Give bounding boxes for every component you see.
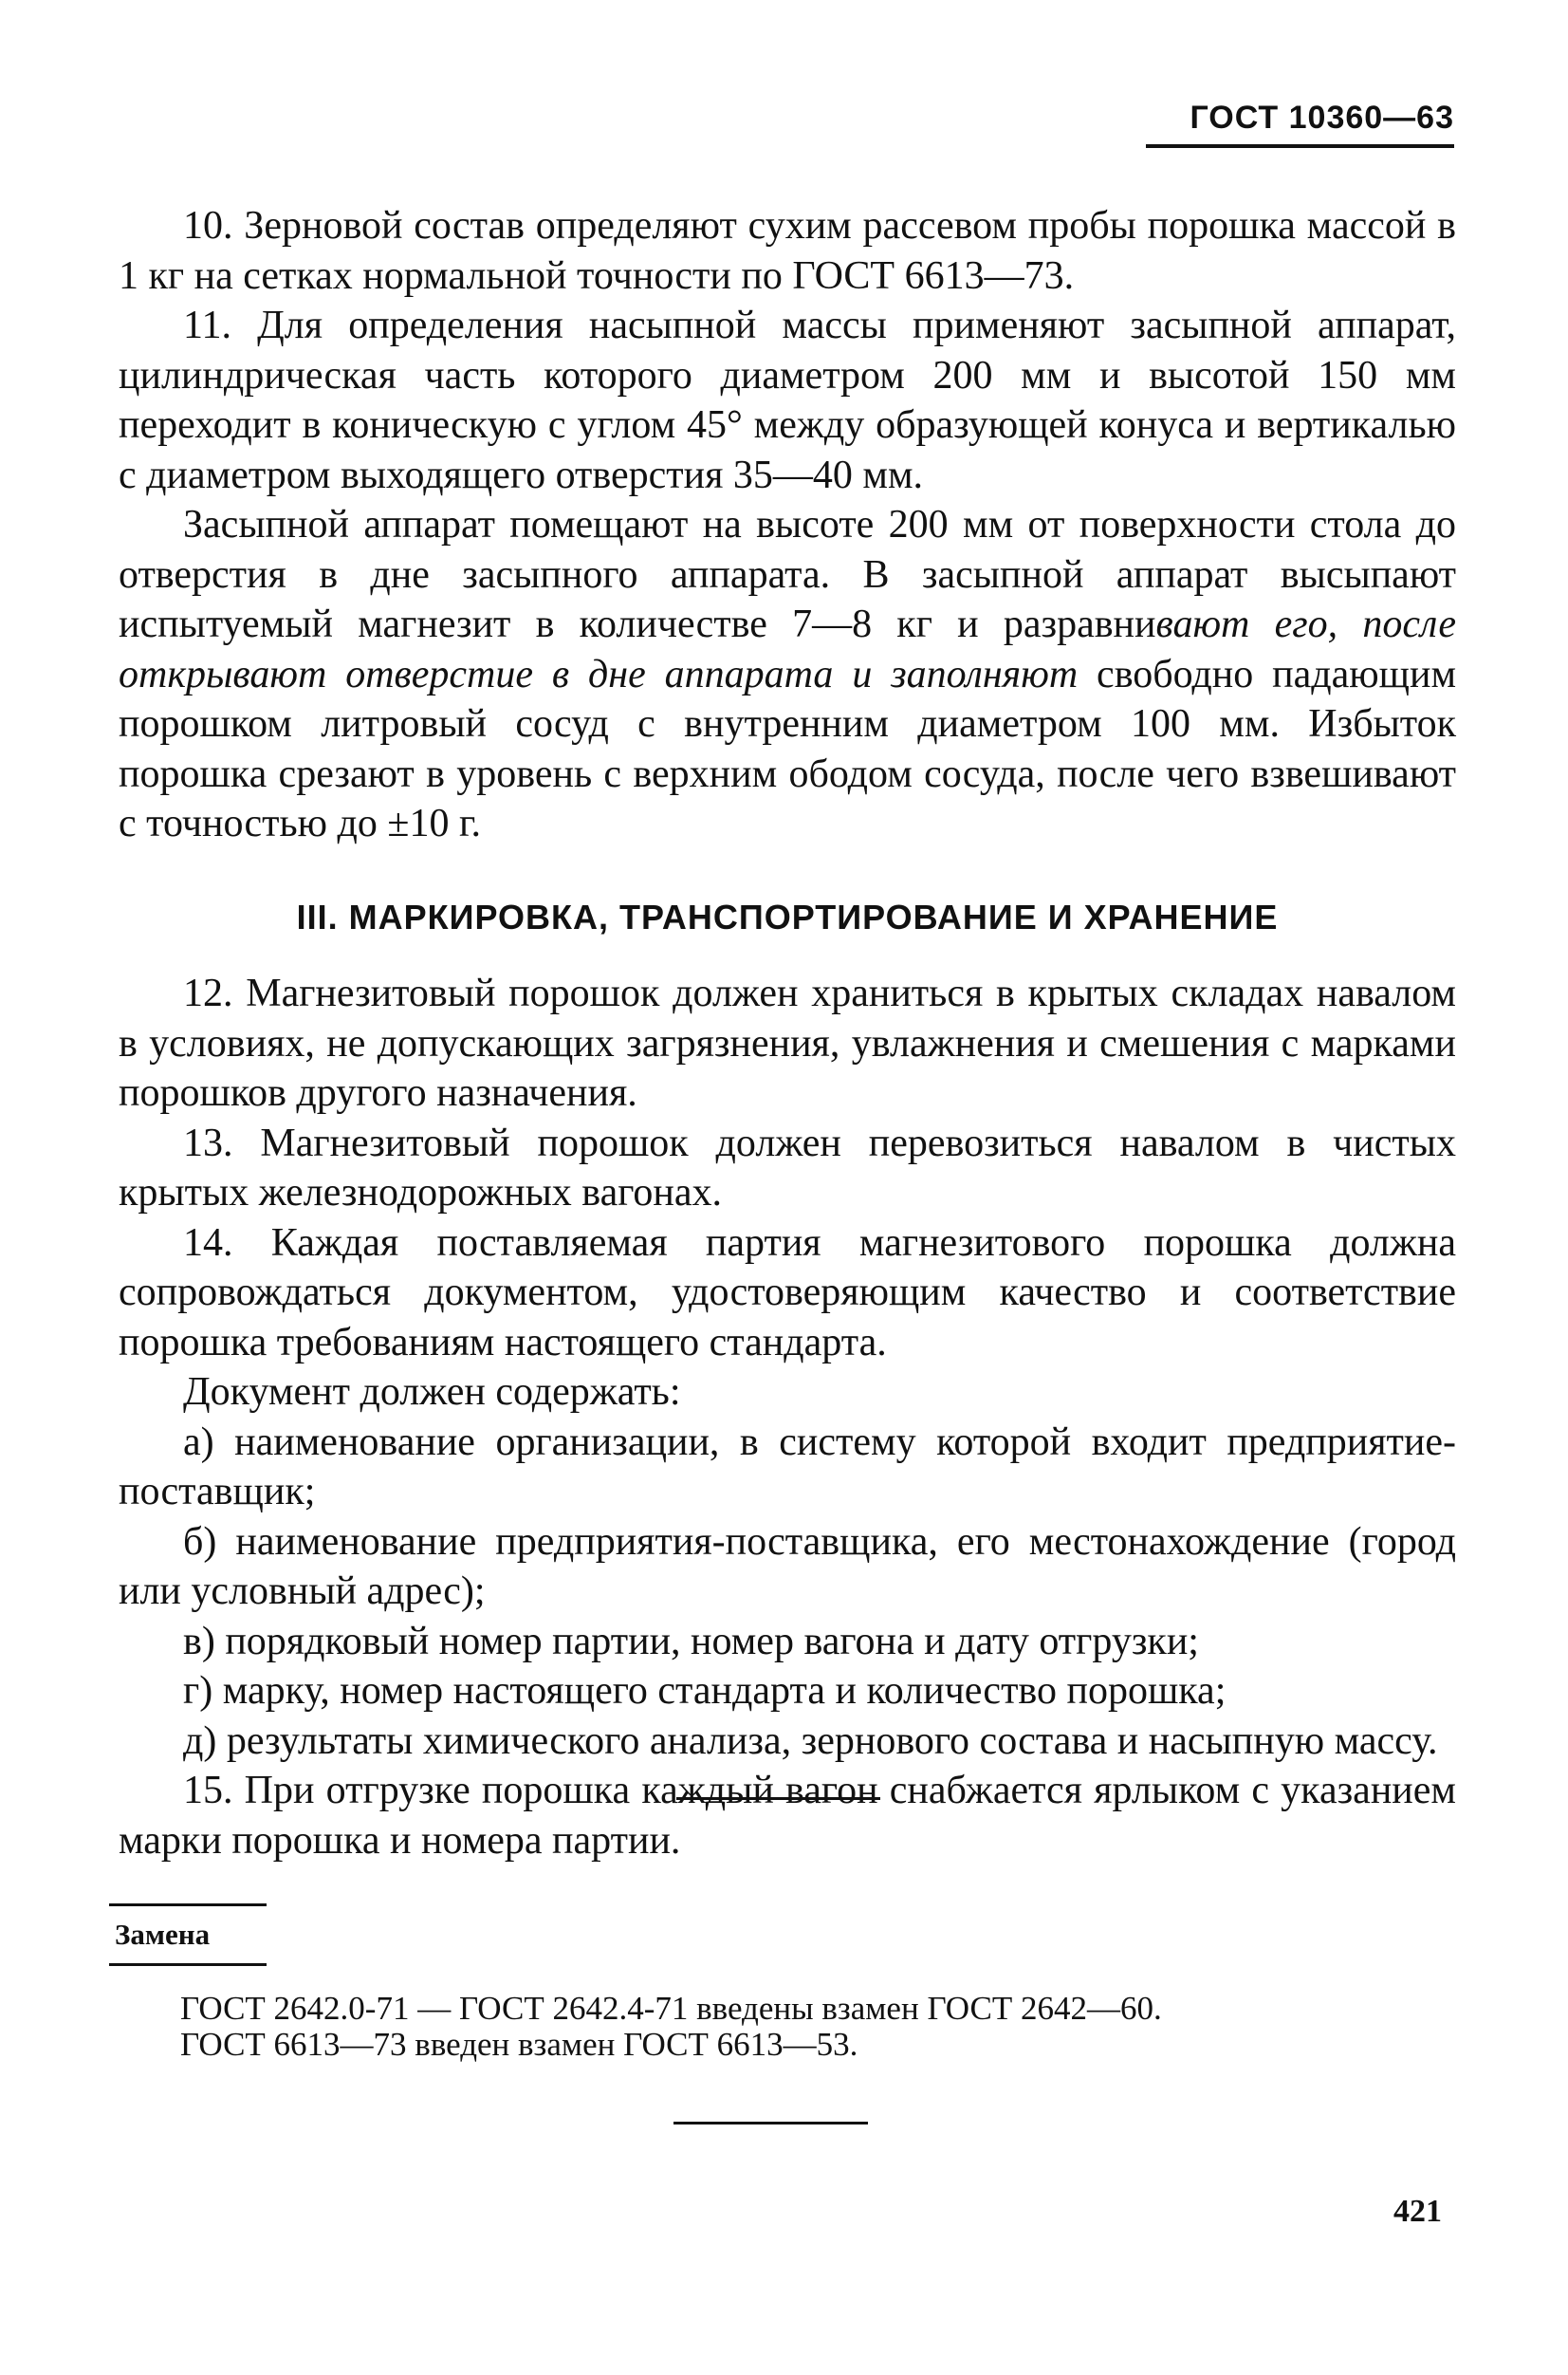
replacement-notes	[180, 1991, 1319, 2063]
list-item-a: а) наименование организации, в систему которой входит предприятие-поставщик;	[119, 1419, 1456, 1513]
list-item-v: в) порядковый номер партии, номер вагона и дату отгрузки;	[183, 1619, 1199, 1663]
paragraph-11-continued-start: Засыпной аппарат помещают на высоте 200 мм от поверхности стола до отверстия в дне засыпного аппарата. В засыпной аппарат высыпают испытуемый магнезит в количестве 7—8 кг и разравни	[119, 503, 1456, 646]
replacement-note-line-1: ГОСТ 2642.0-71 — ГОСТ 2642.4-71 введены взамен ГОСТ 2642—60.	[180, 1990, 1162, 2027]
paragraph-14: 14. Каждая поставляемая партия магнезитового порошка должна сопровождаться документом, удостоверяющим качество и соответствие порошка требованиям настоящего стандарта.	[119, 1220, 1456, 1364]
document-contents-intro: Документ должен содержать:	[183, 1370, 681, 1414]
divider-line-top	[676, 1797, 880, 1800]
paragraph-11-continued	[119, 500, 1456, 849]
section-title: III. МАРКИРОВКА, ТРАНСПОРТИРОВАНИЕ И ХРАНЕНИЕ	[296, 897, 1279, 937]
paragraph-10: 10. Зерновой состав определяют сухим рассевом пробы порошка массой в 1 кг на сетках нормальной точности по ГОСТ 6613—73.	[119, 204, 1456, 298]
list-item-g: г) марку, номер настоящего стандарта и количество порошка;	[183, 1669, 1227, 1713]
list-item-b: б) наименование предприятия-поставщика, его местонахождение (город или условный адрес);	[119, 1519, 1456, 1613]
paragraph-11-italic-fragment: вают его, после открывают отверстие в дне аппарата и заполняют	[119, 603, 1456, 696]
paragraph-11: 11. Для определения насыпной массы применяют засыпной аппарат, цилиндрическая часть которого диаметром 200 мм и высотой 150 мм переходит в коническую с углом 45° между образующей конуса и вертикалью с диаметром выходящего отверстия 35—40 мм.	[119, 304, 1456, 497]
paragraph-13: 13. Магнезитовый порошок должен перевозиться навалом в чистых крытых железнодорожных вагонах.	[119, 1121, 1456, 1215]
replacement-title: Замена	[109, 1903, 267, 1966]
paragraph-12: 12. Магнезитовый порошок должен храниться в крытых складах навалом в условиях, не допускающих загрязнения, увлажнения и смешения с марками порошков другого назначения.	[119, 972, 1456, 1115]
paragraph-15: 15. При отгрузке порошка каждый вагон снабжается ярлыком с указанием марки порошка и номера партии.	[119, 1769, 1456, 1863]
paragraph-11-continued-end: свободно падающим порошком литровый сосуд с внутренним диаметром 100 мм. Избыток порошка срезают в уровень с верхним ободом сосуда, после чего взвешивают с точностью до ±10 г.	[119, 652, 1457, 845]
document-body	[119, 201, 1456, 1865]
list-item-d: д) результаты химического анализа, зернового состава и насыпную массу.	[183, 1718, 1438, 1763]
replacement-note-line-2: ГОСТ 6613—73 введен взамен ГОСТ 6613—53.	[180, 2026, 858, 2063]
divider-line-bottom	[673, 2122, 868, 2125]
page-header-standard-code: ГОСТ 10360—63	[1146, 100, 1454, 148]
page-number: 421	[1393, 2194, 1442, 2229]
